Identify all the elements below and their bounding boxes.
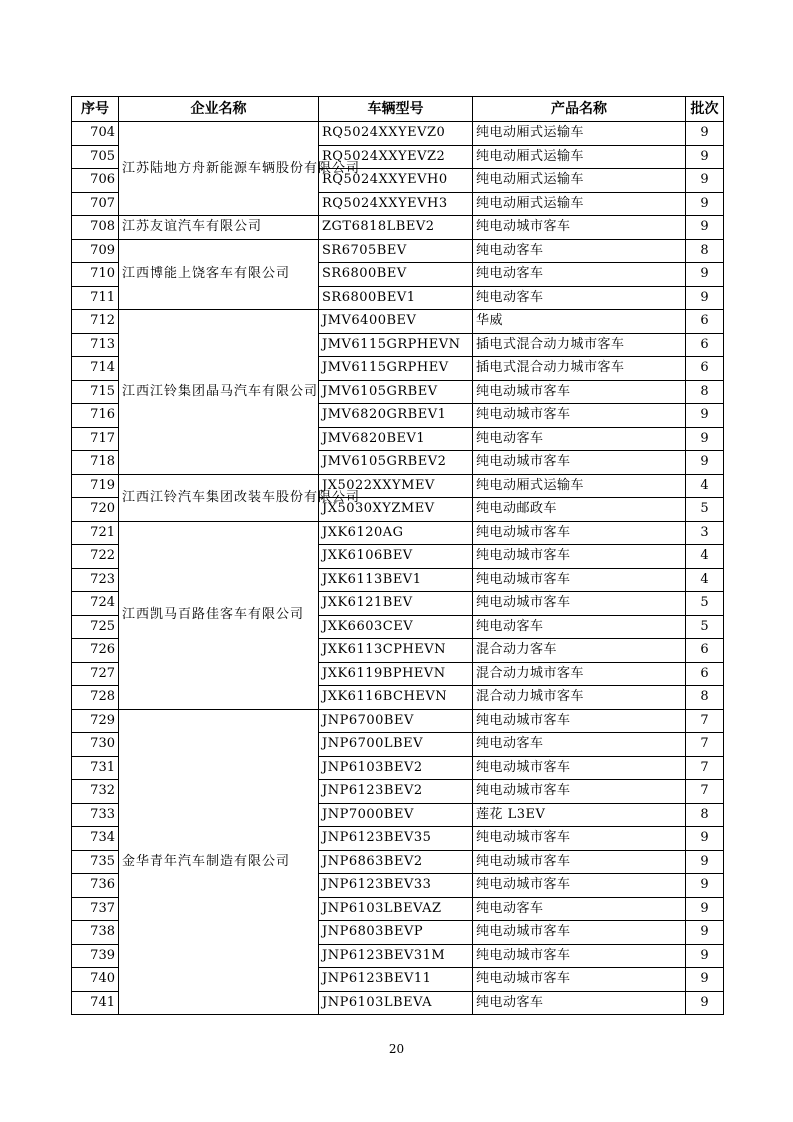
row-seq: 715 — [72, 380, 119, 404]
row-product: 纯电动厢式运输车 — [473, 192, 686, 216]
header-seq: 序号 — [72, 97, 119, 122]
row-batch: 8 — [686, 686, 724, 710]
row-model: SR6800BEV — [319, 263, 473, 287]
row-product: 混合动力城市客车 — [473, 662, 686, 686]
row-model: JXK6116BCHEVN — [319, 686, 473, 710]
row-product: 纯电动城市客车 — [473, 568, 686, 592]
row-model: JXK6120AG — [319, 521, 473, 545]
row-product: 纯电动城市客车 — [473, 709, 686, 733]
row-model: JNP6863BEV2 — [319, 850, 473, 874]
table-row — [72, 216, 724, 240]
row-seq: 736 — [72, 874, 119, 898]
row-model: JX5030XYZMEV — [319, 498, 473, 522]
row-batch: 7 — [686, 733, 724, 757]
row-model: JXK6106BEV — [319, 545, 473, 569]
row-model: JNP6103BEV2 — [319, 756, 473, 780]
row-product: 混合动力城市客车 — [473, 686, 686, 710]
row-product: 华威 — [473, 310, 686, 334]
row-seq: 720 — [72, 498, 119, 522]
row-batch: 9 — [686, 427, 724, 451]
row-batch: 7 — [686, 709, 724, 733]
row-batch: 9 — [686, 263, 724, 287]
table-row — [72, 474, 724, 498]
row-model: JNP6123BEV33 — [319, 874, 473, 898]
row-seq: 718 — [72, 451, 119, 475]
row-seq: 714 — [72, 357, 119, 381]
row-batch: 6 — [686, 662, 724, 686]
row-batch: 9 — [686, 404, 724, 428]
row-batch: 7 — [686, 780, 724, 804]
row-batch: 6 — [686, 639, 724, 663]
row-model: JNP6103LBEVA — [319, 991, 473, 1015]
row-model: JMV6105GRBEV2 — [319, 451, 473, 475]
row-seq: 708 — [72, 216, 119, 240]
row-product: 纯电动邮政车 — [473, 498, 686, 522]
row-seq: 731 — [72, 756, 119, 780]
row-seq: 727 — [72, 662, 119, 686]
row-seq: 712 — [72, 310, 119, 334]
row-batch: 6 — [686, 357, 724, 381]
row-model: JMV6115GRPHEV — [319, 357, 473, 381]
row-seq: 722 — [72, 545, 119, 569]
row-seq: 739 — [72, 944, 119, 968]
row-seq: 711 — [72, 286, 119, 310]
row-product: 纯电动客车 — [473, 286, 686, 310]
row-seq: 707 — [72, 192, 119, 216]
row-batch: 9 — [686, 192, 724, 216]
row-product: 纯电动客车 — [473, 263, 686, 287]
row-model: RQ5024XXYEVZ2 — [319, 145, 473, 169]
row-model: JMV6820GRBEV1 — [319, 404, 473, 428]
row-model: JMV6115GRPHEVN — [319, 333, 473, 357]
row-seq: 716 — [72, 404, 119, 428]
row-model: JXK6603CEV — [319, 615, 473, 639]
row-batch: 8 — [686, 239, 724, 263]
row-company: 江西博能上饶客车有限公司 — [119, 239, 319, 310]
row-product: 纯电动城市客车 — [473, 380, 686, 404]
table-row — [72, 239, 724, 263]
row-product: 纯电动客车 — [473, 733, 686, 757]
header-batch: 批次 — [686, 97, 724, 122]
row-batch: 9 — [686, 991, 724, 1015]
row-batch: 4 — [686, 474, 724, 498]
row-seq: 724 — [72, 592, 119, 616]
row-model: JXK6119BPHEVN — [319, 662, 473, 686]
row-company: 江西江铃集团晶马汽车有限公司 — [119, 310, 319, 475]
row-batch: 6 — [686, 333, 724, 357]
table-row — [72, 122, 724, 146]
vehicle-catalog-table — [71, 96, 724, 1015]
row-batch: 9 — [686, 874, 724, 898]
row-batch: 5 — [686, 615, 724, 639]
row-product: 纯电动城市客车 — [473, 545, 686, 569]
row-product: 纯电动客车 — [473, 897, 686, 921]
row-batch: 9 — [686, 850, 724, 874]
row-product: 纯电动客车 — [473, 239, 686, 263]
row-batch: 9 — [686, 169, 724, 193]
row-batch: 9 — [686, 968, 724, 992]
row-seq: 737 — [72, 897, 119, 921]
row-product: 纯电动城市客车 — [473, 874, 686, 898]
row-product: 纯电动城市客车 — [473, 850, 686, 874]
row-product: 纯电动客车 — [473, 615, 686, 639]
row-company: 金华青年汽车制造有限公司 — [119, 709, 319, 1015]
row-product: 纯电动城市客车 — [473, 780, 686, 804]
row-seq: 710 — [72, 263, 119, 287]
row-batch: 4 — [686, 568, 724, 592]
row-seq: 726 — [72, 639, 119, 663]
row-batch: 3 — [686, 521, 724, 545]
row-model: JNP6700BEV — [319, 709, 473, 733]
row-batch: 9 — [686, 122, 724, 146]
row-seq: 725 — [72, 615, 119, 639]
row-seq: 719 — [72, 474, 119, 498]
row-product: 纯电动城市客车 — [473, 521, 686, 545]
row-company: 江苏陆地方舟新能源车辆股份有限公司 — [119, 122, 319, 216]
row-batch: 9 — [686, 145, 724, 169]
row-model: JNP6123BEV2 — [319, 780, 473, 804]
table-row — [72, 310, 724, 334]
row-model: SR6705BEV — [319, 239, 473, 263]
row-batch: 7 — [686, 756, 724, 780]
row-seq: 706 — [72, 169, 119, 193]
row-model: JNP6123BEV35 — [319, 827, 473, 851]
row-seq: 723 — [72, 568, 119, 592]
header-company: 企业名称 — [119, 97, 319, 122]
row-model: JMV6400BEV — [319, 310, 473, 334]
header-model: 车辆型号 — [319, 97, 473, 122]
row-seq: 741 — [72, 991, 119, 1015]
row-model: JMV6105GRBEV — [319, 380, 473, 404]
row-product: 纯电动客车 — [473, 991, 686, 1015]
row-batch: 9 — [686, 286, 724, 310]
row-product: 插电式混合动力城市客车 — [473, 357, 686, 381]
row-product: 纯电动厢式运输车 — [473, 145, 686, 169]
header-product: 产品名称 — [473, 97, 686, 122]
row-company: 江西凯马百路佳客车有限公司 — [119, 521, 319, 709]
row-batch: 8 — [686, 380, 724, 404]
row-seq: 704 — [72, 122, 119, 146]
row-model: SR6800BEV1 — [319, 286, 473, 310]
row-batch: 9 — [686, 216, 724, 240]
row-seq: 717 — [72, 427, 119, 451]
row-batch: 5 — [686, 592, 724, 616]
row-model: ZGT6818LBEV2 — [319, 216, 473, 240]
row-batch: 6 — [686, 310, 724, 334]
row-model: JNP6700LBEV — [319, 733, 473, 757]
row-model: RQ5024XXYEVZ0 — [319, 122, 473, 146]
row-product: 纯电动厢式运输车 — [473, 122, 686, 146]
table-row — [72, 709, 724, 733]
row-model: JMV6820BEV1 — [319, 427, 473, 451]
row-model: JNP6103LBEVAZ — [319, 897, 473, 921]
row-batch: 8 — [686, 803, 724, 827]
row-product: 纯电动城市客车 — [473, 592, 686, 616]
row-company: 江西江铃汽车集团改装车股份有限公司 — [119, 474, 319, 521]
row-seq: 713 — [72, 333, 119, 357]
row-seq: 730 — [72, 733, 119, 757]
row-company: 江苏友谊汽车有限公司 — [119, 216, 319, 240]
row-batch: 4 — [686, 545, 724, 569]
row-product: 纯电动客车 — [473, 427, 686, 451]
row-product: 莲花 L3EV — [473, 803, 686, 827]
row-product: 纯电动城市客车 — [473, 921, 686, 945]
row-model: JXK6113CPHEVN — [319, 639, 473, 663]
row-model: JXK6121BEV — [319, 592, 473, 616]
row-product: 纯电动城市客车 — [473, 968, 686, 992]
row-model: JNP6123BEV11 — [319, 968, 473, 992]
row-seq: 733 — [72, 803, 119, 827]
row-seq: 729 — [72, 709, 119, 733]
row-model: JX5022XXYMEV — [319, 474, 473, 498]
row-seq: 705 — [72, 145, 119, 169]
row-product: 纯电动厢式运输车 — [473, 474, 686, 498]
table-body — [72, 122, 724, 1015]
row-product: 混合动力客车 — [473, 639, 686, 663]
row-seq: 735 — [72, 850, 119, 874]
row-seq: 738 — [72, 921, 119, 945]
row-product: 纯电动厢式运输车 — [473, 169, 686, 193]
row-model: JNP6123BEV31M — [319, 944, 473, 968]
row-seq: 732 — [72, 780, 119, 804]
row-model: JXK6113BEV1 — [319, 568, 473, 592]
table-header-row — [72, 97, 724, 122]
row-batch: 9 — [686, 944, 724, 968]
row-batch: 9 — [686, 451, 724, 475]
row-seq: 709 — [72, 239, 119, 263]
row-batch: 9 — [686, 921, 724, 945]
row-model: RQ5024XXYEVH0 — [319, 169, 473, 193]
row-product: 纯电动城市客车 — [473, 451, 686, 475]
row-batch: 9 — [686, 827, 724, 851]
row-product: 纯电动城市客车 — [473, 216, 686, 240]
row-product: 纯电动城市客车 — [473, 944, 686, 968]
row-product: 纯电动城市客车 — [473, 827, 686, 851]
row-model: RQ5024XXYEVH3 — [319, 192, 473, 216]
row-seq: 728 — [72, 686, 119, 710]
row-model: JNP6803BEVP — [319, 921, 473, 945]
row-batch: 9 — [686, 897, 724, 921]
row-seq: 740 — [72, 968, 119, 992]
row-seq: 721 — [72, 521, 119, 545]
row-product: 纯电动城市客车 — [473, 404, 686, 428]
row-model: JNP7000BEV — [319, 803, 473, 827]
row-product: 纯电动城市客车 — [473, 756, 686, 780]
row-seq: 734 — [72, 827, 119, 851]
row-batch: 5 — [686, 498, 724, 522]
row-product: 插电式混合动力城市客车 — [473, 333, 686, 357]
table-row — [72, 521, 724, 545]
page-number: 20 — [388, 1042, 405, 1056]
